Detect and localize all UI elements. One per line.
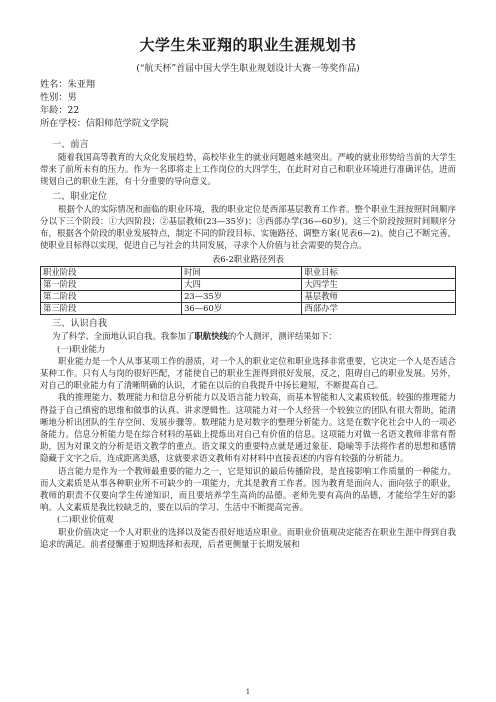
table-cell: 基层教师 (302, 291, 456, 303)
subheading-career-values: (二)职业价值观 (57, 514, 114, 525)
table-cell: 大四学生 (302, 279, 456, 291)
table-row (41, 279, 456, 291)
intro-bold-term: 职航快线 (194, 331, 228, 342)
section-heading-preface: 一、前言 (52, 139, 89, 150)
table-header-cell: 职业目标 (302, 267, 456, 279)
profile-school: 所在学校：信阳师范学院文学院 (40, 118, 169, 129)
table-header-cell: 时间 (182, 267, 302, 279)
document-title: 大学生朱亚翔的职业生涯规划书 (139, 36, 357, 54)
section-heading-career-positioning: 二、职业定位 (52, 190, 108, 202)
table-cell: 第一阶段 (41, 279, 182, 291)
career-path-table (40, 266, 456, 315)
table-header-row (41, 267, 456, 279)
intro-text-after: 的个人测评，测评结果如下： (227, 331, 337, 342)
intro-text-before: 为了科学、全面地认识自我。我参加了 (52, 331, 195, 342)
subheading-career-ability: (一)职业能力 (57, 343, 106, 354)
table-row (41, 291, 456, 303)
profile-name: 姓名：朱亚翔 (40, 79, 96, 90)
career-ability-paragraph-2: 我的推理能力、数理能力和信息分析能力以及语言能力较高，而基本智能和人文素质较低。较强的推理能力得益于自己缜密的思维和做事的认真、讲求逻辑性。这项能力对一个人经营一个较独立的团队有很大帮助，能清晰地分析出团队的生存空间、发展步骤等。数理能力是对数字的整理分析能力。这是在数字化社会中人的一项必备能力。信息分析能力是在综合材料的基础上提炼出对自己有价值的信息。这项能力对做一名语文教师非常有帮助，因为对课文的分析是语文教学的重点。语文课文的重要特点就是通过象征、隐喻等手法将作者的思想和感情隐藏于文字之后，连成距离美感，这就要求语文教师有对材料中直接表述的内容有较强的分析能力。 (40, 392, 456, 464)
self-knowledge-intro (40, 330, 456, 342)
table-cell: 西部办学 (302, 303, 456, 315)
preface-paragraph: 随着我国高等教育的大众化发展趋势，高校毕业生的就业问题越来越突出。严峻的就业形势给当前的大学生带来了前所未有的压力。作为一名即将走上工作岗位的大四学生，在此时对自己和职业环境进行准确评估，进而规划自己的职业生涯，有十分重要的导向意义。 (40, 152, 456, 187)
table-cell: 第三阶段 (41, 303, 182, 315)
table-row (41, 303, 456, 315)
table-cell: 大四 (182, 279, 302, 291)
career-ability-paragraph-3: 语言能力是作为一个教师最重要的能力之一，它是知识的最后传播阶段，是直接影响工作质量的一种能力。而人文素质是从事各种职业所不可缺少的一项能力，尤其是教育工作者。因为教育是面向人、面向弦子的职业，教师的职责不仅要向学生传递知识，而且要培养学生高尚的品德。老师先要有高尚的品德，才能给学生好的影响。人文素质是我比较缺乏的，要在以后的学习、生活中不断提高完善。 (40, 465, 456, 513)
profile-gender: 性别：男 (40, 92, 77, 103)
section-heading-self-knowledge: 三、认识自我 (52, 318, 108, 330)
career-positioning-paragraph: 根据个人的实际情况和面临的职业环境，我的职业定位是西部基层教育工作者。整个职业生涯按照时间顺序分以下三个阶段：①大四阶段；②基层教师(23—35岁)；③西部办学(36—60岁)。这三个阶段按照时间顺序分布，根据各个阶段的职业发展特点，制定不同的阶段目标、实施路径、调整方案(见表6—2)。使自己不断完善，使职业目标得以实现，促进自己与社会的共同发展，寻求个人价值与社会需要的契合点。 (40, 203, 456, 251)
page-number: 1 (245, 688, 251, 696)
document-subtitle: (“航天杯”首届中国大学生职业规划设计大赛一等奖作品) (136, 64, 360, 74)
profile-age: 年龄：22 (40, 105, 80, 116)
career-ability-paragraph-1: 职业能力是一个人从事某项工作的潜质，对一个人的职业定位和职业选择非常重要，它决定一个人是否适合某种工作。只有人与岗的很好匹配，才能使自己的职业生涯得到很好发展，反之，阻碍自己的职业发展。另外，对自己的职业能力有了清晰明确的认识，才能在以后的自我提升中扬长避短，不断提高自己。 (40, 355, 456, 391)
career-values-paragraph: 职业价值决定一个人对职业的选择以及能否很好地适应职业。而职业价值观决定能否在职业生涯中得到自我追求的满足。前者侵懈重于短期选择和表现，后者更侧量于长期发展和 (40, 526, 456, 549)
table-header-cell: 职业阶段 (41, 267, 182, 279)
table-cell: 23—35岁 (182, 291, 302, 303)
table-cell: 36—60岁 (182, 303, 302, 315)
table-cell: 第二阶段 (41, 291, 182, 303)
document-page (40, 34, 456, 550)
table-caption: 表6-2职业路径列表 (211, 254, 285, 265)
